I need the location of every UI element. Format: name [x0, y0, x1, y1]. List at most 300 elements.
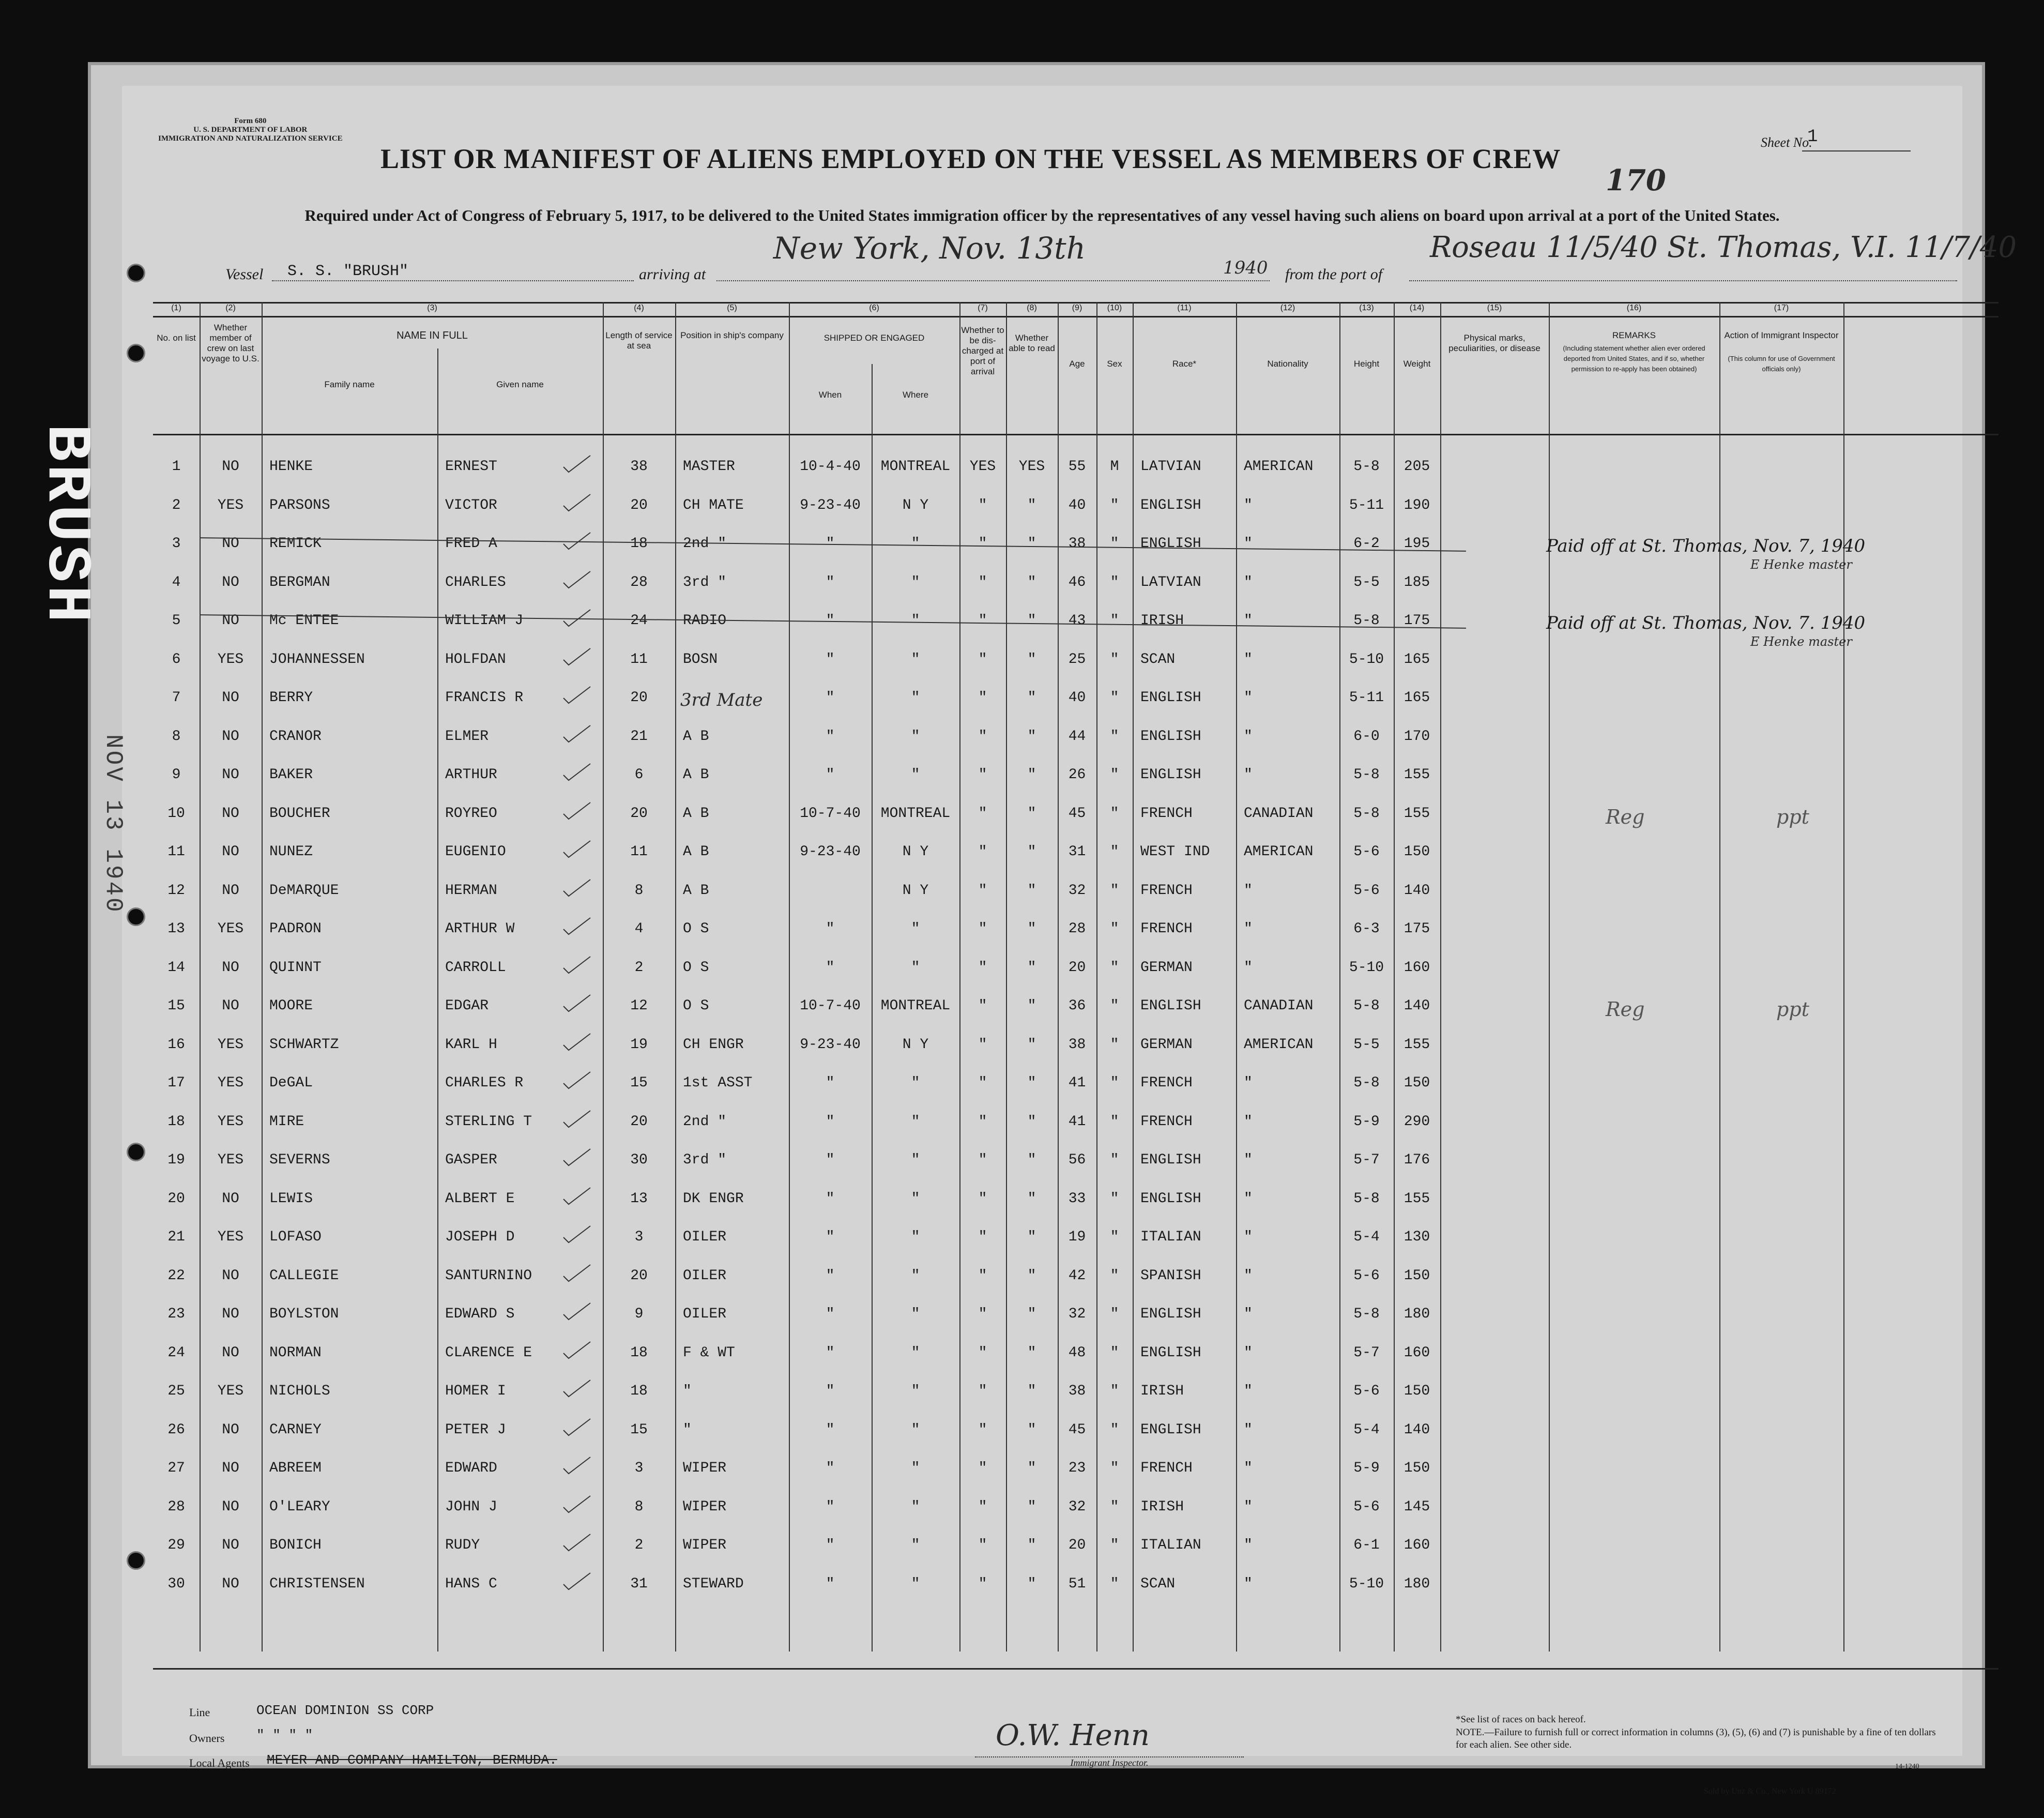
cell-age: 23 — [1068, 1460, 1086, 1476]
cell-height: 5-10 — [1349, 651, 1384, 668]
column-number: (1) — [171, 304, 181, 312]
cell-position: OILER — [683, 1306, 727, 1322]
cell-age: 45 — [1068, 805, 1086, 822]
cell-no: 9 — [172, 767, 181, 783]
cell-read: " — [1027, 574, 1036, 590]
cell-nat: " — [1244, 1344, 1253, 1361]
cell-family: O'LEARY — [269, 1498, 330, 1515]
cell-service: 30 — [630, 1152, 648, 1168]
cell-given: VICTOR — [445, 497, 497, 513]
cell-age: 40 — [1068, 690, 1086, 706]
cell-read: " — [1027, 613, 1036, 629]
cell-height: 5-7 — [1353, 1152, 1380, 1168]
cell-height: 6-2 — [1353, 536, 1380, 552]
printer-credit: Sold by Unz & Co., New York U 89172 — [1704, 1787, 1836, 1796]
cell-member: NO — [222, 574, 239, 590]
cell-no: 13 — [167, 921, 185, 937]
binding-hole — [127, 907, 145, 926]
cell-given: ROYREO — [445, 805, 497, 822]
cell-height: 5-5 — [1353, 1036, 1380, 1053]
column-number: (7) — [978, 304, 988, 312]
cell-family: BOYLSTON — [269, 1306, 339, 1322]
cell-member: YES — [217, 651, 244, 668]
cell-when: " — [826, 1306, 835, 1322]
cell-height: 5-11 — [1349, 497, 1384, 513]
print-code: 14-1240 — [1895, 1763, 1919, 1770]
column-number: (12) — [1280, 304, 1295, 312]
sheet-no-underline — [1802, 150, 1911, 152]
cell-age: 44 — [1068, 728, 1086, 745]
cell-no: 12 — [167, 882, 185, 899]
cell-no: 2 — [172, 497, 181, 513]
cell-weight: 150 — [1404, 1460, 1430, 1476]
cell-family: MIRE — [269, 1113, 304, 1130]
cell-given: FRANCIS R — [445, 690, 524, 706]
table-row — [153, 1528, 1999, 1566]
inspector-signature: O.W. Henn — [996, 1719, 1150, 1752]
inspector-label: Immigrant Inspector. — [975, 1756, 1244, 1768]
cell-service: 18 — [630, 536, 648, 552]
cell-height: 5-10 — [1349, 959, 1384, 976]
cell-family: NICHOLS — [269, 1383, 330, 1399]
cell-given: HANS C — [445, 1575, 497, 1592]
cell-given: ALBERT E — [445, 1190, 515, 1207]
cell-nat: " — [1244, 728, 1253, 745]
line-label: Line — [189, 1706, 210, 1719]
cell-service: 20 — [630, 497, 648, 513]
cell-position: A B — [683, 767, 709, 783]
cell-no: 8 — [172, 728, 181, 745]
cell-disch: " — [978, 1575, 987, 1592]
cell-family: CHRISTENSEN — [269, 1575, 365, 1592]
cell-disch: " — [978, 690, 987, 706]
header-shipped-engaged: SHIPPED OR ENGAGED — [823, 333, 925, 343]
cell-nat: " — [1244, 1537, 1253, 1553]
cell-sex: " — [1110, 536, 1119, 552]
table-row — [153, 449, 1999, 488]
cell-weight: 150 — [1404, 1383, 1430, 1399]
cell-given: HOMER I — [445, 1383, 506, 1399]
form-identifier — [158, 117, 343, 143]
cell-when: 10-7-40 — [800, 998, 861, 1014]
cell-given: CHARLES R — [445, 1075, 524, 1091]
cell-weight: 150 — [1404, 844, 1430, 860]
cell-race: FRENCH — [1140, 1460, 1193, 1476]
table-row — [153, 488, 1999, 526]
cell-age: 41 — [1068, 1075, 1086, 1091]
cell-sex: " — [1110, 1306, 1119, 1322]
cell-family: SCHWARTZ — [269, 1036, 339, 1053]
cell-when: " — [826, 1152, 835, 1168]
cell-family: DeGAL — [269, 1075, 313, 1091]
table-row — [153, 950, 1999, 989]
check-mark-icon — [561, 1532, 592, 1558]
cell-weight: 140 — [1404, 882, 1430, 899]
cell-given: ARTHUR — [445, 767, 497, 783]
cell-weight: 176 — [1404, 1152, 1430, 1168]
cell-no: 1 — [172, 459, 181, 475]
header-where: Where — [902, 390, 929, 400]
cell-member: YES — [217, 1113, 244, 1130]
cell-when: " — [826, 1421, 835, 1438]
cell-member: NO — [222, 613, 239, 629]
cell-family: Mc ENTEE — [269, 613, 339, 629]
cell-height: 6-0 — [1353, 728, 1380, 745]
cell-age: 26 — [1068, 767, 1086, 783]
cell-race: ENGLISH — [1140, 536, 1201, 552]
cell-given: EDWARD S — [445, 1306, 515, 1322]
cell-read: " — [1027, 805, 1036, 822]
cell-where: MONTREAL — [880, 459, 951, 475]
table-row — [153, 642, 1999, 680]
cell-age: 55 — [1068, 459, 1086, 475]
cell-service: 20 — [630, 805, 648, 822]
cell-service: 20 — [630, 690, 648, 706]
cell-service: 13 — [630, 1190, 648, 1207]
cell-where: " — [911, 1344, 920, 1361]
cell-when: " — [826, 1537, 835, 1553]
table-row — [153, 1336, 1999, 1374]
cell-race: WEST IND — [1140, 844, 1210, 860]
cell-sex: " — [1110, 1498, 1119, 1515]
cell-family: NORMAN — [269, 1344, 322, 1361]
cell-no: 20 — [167, 1190, 185, 1207]
manifest-title: LIST OR MANIFEST OF ALIENS EMPLOYED ON THE VESSEL AS MEMBERS OF CREW — [380, 143, 1561, 174]
cell-nat: " — [1244, 1152, 1253, 1168]
table-row — [153, 680, 1999, 719]
table-row — [153, 1567, 1999, 1605]
cell-weight: 155 — [1404, 805, 1430, 822]
column-number: (10) — [1107, 304, 1122, 312]
cell-member: NO — [222, 1267, 239, 1284]
cell-member: YES — [217, 1075, 244, 1091]
cell-member: NO — [222, 882, 239, 899]
cell-race: SPANISH — [1140, 1267, 1201, 1284]
check-mark-icon — [561, 531, 592, 556]
header-remarks: REMARKS — [1612, 330, 1656, 340]
cell-where: " — [911, 959, 920, 976]
cell-where: " — [911, 767, 920, 783]
cell-service: 20 — [630, 1267, 648, 1284]
agents-label: Local Agents — [189, 1756, 250, 1769]
cell-where: N Y — [902, 1036, 929, 1053]
column-number: (8) — [1027, 304, 1037, 312]
from-port: Roseau 11/5/40 St. Thomas, V.I. 11/7/40 — [1430, 231, 2017, 264]
cell-family: BONICH — [269, 1537, 322, 1553]
cell-nat: " — [1244, 1267, 1253, 1284]
cell-weight: 195 — [1404, 536, 1430, 552]
column-number: (15) — [1487, 304, 1502, 312]
arriving-port: New York, Nov. 13th — [773, 231, 1086, 266]
cell-where: " — [911, 921, 920, 937]
cell-nat: " — [1244, 767, 1253, 783]
cell-height: 5-6 — [1353, 1498, 1380, 1515]
cell-age: 19 — [1068, 1229, 1086, 1245]
check-mark-icon — [561, 1301, 592, 1327]
header-position: Position in ship's company — [680, 330, 784, 340]
department-name: U. S. DEPARTMENT OF LABOR — [193, 126, 308, 134]
column-number: (3) — [427, 304, 437, 312]
vessel-label: Vessel — [225, 266, 264, 283]
cell-service: 28 — [630, 574, 648, 590]
cell-no: 30 — [167, 1575, 185, 1592]
check-mark-icon — [561, 1224, 592, 1250]
cell-where: N Y — [902, 844, 929, 860]
cell-no: 27 — [167, 1460, 185, 1476]
cell-position: WIPER — [683, 1537, 727, 1553]
cell-no: 15 — [167, 998, 185, 1014]
manifest-footer — [153, 1668, 1999, 1773]
check-mark-icon — [561, 1455, 592, 1481]
cell-race: ENGLISH — [1140, 1152, 1201, 1168]
cell-position: 2nd " — [683, 536, 727, 552]
table-header-bottom-border — [153, 434, 1999, 435]
cell-height: 5-9 — [1353, 1113, 1380, 1130]
cell-read: " — [1027, 728, 1036, 745]
cell-disch: " — [978, 882, 987, 899]
cell-sex: " — [1110, 844, 1119, 860]
cell-sex: " — [1110, 1383, 1119, 1399]
cell-family: BERRY — [269, 690, 313, 706]
cell-when: " — [826, 728, 835, 745]
cell-weight: 165 — [1404, 651, 1430, 668]
cell-disch: " — [978, 613, 987, 629]
cell-family: LEWIS — [269, 1190, 313, 1207]
cell-when: " — [826, 536, 835, 552]
cell-weight: 165 — [1404, 690, 1430, 706]
cell-given: KARL H — [445, 1036, 497, 1053]
cell-height: 5-8 — [1353, 1306, 1380, 1322]
cell-when: " — [826, 1498, 835, 1515]
cell-nat: " — [1244, 1306, 1253, 1322]
cell-member: NO — [222, 767, 239, 783]
cell-race: ITALIAN — [1140, 1229, 1201, 1245]
cell-given: EDGAR — [445, 998, 489, 1014]
cell-given: ARTHUR W — [445, 921, 515, 937]
cell-no: 10 — [167, 805, 185, 822]
cell-age: 43 — [1068, 613, 1086, 629]
cell-read: " — [1027, 998, 1036, 1014]
table-row — [153, 1413, 1999, 1451]
cell-weight: 160 — [1404, 1537, 1430, 1553]
table-row — [153, 1220, 1999, 1258]
column-number: (14) — [1409, 304, 1425, 312]
cell-race: FRENCH — [1140, 882, 1193, 899]
cell-nat: CANADIAN — [1244, 805, 1314, 822]
cell-service: 18 — [630, 1344, 648, 1361]
cell-age: 40 — [1068, 497, 1086, 513]
cell-service: 18 — [630, 1383, 648, 1399]
cell-where: " — [911, 1575, 920, 1592]
cell-nat: " — [1244, 1421, 1253, 1438]
column-number: (13) — [1359, 304, 1374, 312]
cell-age: 36 — [1068, 998, 1086, 1014]
cell-read: YES — [1018, 459, 1045, 475]
cell-remark: Paid off at St. Thomas, Nov. 7. 1940 — [1546, 613, 1866, 633]
table-row — [153, 835, 1999, 873]
binding-hole — [127, 1551, 145, 1570]
cell-position: RADIO — [683, 613, 727, 629]
header-nationality: Nationality — [1267, 359, 1308, 369]
cell-read: " — [1027, 1575, 1036, 1592]
header-discharged: Whether to be dis-charged at port of arrival — [961, 325, 1004, 376]
cell-read: " — [1027, 959, 1036, 976]
cell-read: " — [1027, 844, 1036, 860]
cell-read: " — [1027, 767, 1036, 783]
header-physical-marks: Physical marks, peculiarities, or disease — [1448, 333, 1540, 353]
cell-weight: 175 — [1404, 921, 1430, 937]
cell-age: 28 — [1068, 921, 1086, 937]
check-mark-icon — [561, 800, 592, 826]
cell-disch: " — [978, 1383, 987, 1399]
cell-family: CRANOR — [269, 728, 322, 745]
cell-given: CLARENCE E — [445, 1344, 532, 1361]
cell-sex: " — [1110, 959, 1119, 976]
column-number: (6) — [869, 304, 879, 312]
cell-read: " — [1027, 536, 1036, 552]
check-mark-icon — [561, 1147, 592, 1173]
vessel-line — [272, 280, 634, 281]
cell-family: QUINNT — [269, 959, 322, 976]
cell-remark: Reg — [1606, 998, 1645, 1021]
cell-member: NO — [222, 1344, 239, 1361]
cell-race: ENGLISH — [1140, 690, 1201, 706]
cell-where: " — [911, 613, 920, 629]
cell-when: " — [826, 1344, 835, 1361]
cell-weight: 190 — [1404, 497, 1430, 513]
cell-sex: " — [1110, 497, 1119, 513]
cell-when: " — [826, 1383, 835, 1399]
column-number: (16) — [1626, 304, 1642, 312]
cell-height: 5-8 — [1353, 613, 1380, 629]
cell-member: NO — [222, 959, 239, 976]
master-signature: E Henke master — [1750, 557, 1852, 572]
check-mark-icon — [561, 1417, 592, 1443]
cell-given: HOLFDAN — [445, 651, 506, 668]
cell-read: " — [1027, 1383, 1036, 1399]
cell-read: " — [1027, 1421, 1036, 1438]
cell-disch: " — [978, 536, 987, 552]
cell-sex: " — [1110, 921, 1119, 937]
cell-disch: " — [978, 1152, 987, 1168]
cell-height: 6-1 — [1353, 1537, 1380, 1553]
header-family-name: Family name — [324, 380, 375, 389]
cell-when: " — [826, 1460, 835, 1476]
cell-age: 56 — [1068, 1152, 1086, 1168]
cell-when: " — [826, 613, 835, 629]
check-mark-icon — [561, 685, 592, 710]
check-mark-icon — [561, 1032, 592, 1057]
cell-sex: " — [1110, 1229, 1119, 1245]
cell-member: NO — [222, 844, 239, 860]
cell-no: 29 — [167, 1537, 185, 1553]
cell-family: NUNEZ — [269, 844, 313, 860]
cell-when: " — [826, 767, 835, 783]
cell-given: EDWARD — [445, 1460, 497, 1476]
cell-member: YES — [217, 1383, 244, 1399]
cell-read: " — [1027, 690, 1036, 706]
check-mark-icon — [561, 723, 592, 749]
cell-where: " — [911, 574, 920, 590]
cell-race: FRENCH — [1140, 805, 1193, 822]
cell-read: " — [1027, 1036, 1036, 1053]
cell-family: SEVERNS — [269, 1152, 330, 1168]
cell-weight: 140 — [1404, 998, 1430, 1014]
cell-where: " — [911, 1267, 920, 1284]
penalty-note: NOTE.—Failure to furnish full or correct information in columns (3), (5), (6) and (7) is punishable by a fine of ten dollars for each alien. See other side. — [1456, 1727, 1936, 1750]
cell-nat: AMERICAN — [1244, 459, 1314, 475]
cell-disch: " — [978, 497, 987, 513]
table-row — [153, 603, 1999, 649]
cell-position: CH MATE — [683, 497, 744, 513]
cell-no: 21 — [167, 1229, 185, 1245]
cell-no: 28 — [167, 1498, 185, 1515]
cell-position: A B — [683, 882, 709, 899]
cell-nat: " — [1244, 651, 1253, 668]
cell-where: " — [911, 1498, 920, 1515]
cell-height: 5-6 — [1353, 1383, 1380, 1399]
header-sex: Sex — [1107, 359, 1122, 369]
cell-weight: 140 — [1404, 1421, 1430, 1438]
cell-where: " — [911, 536, 920, 552]
cell-race: ENGLISH — [1140, 1306, 1201, 1322]
cell-race: IRISH — [1140, 1383, 1184, 1399]
cell-family: JOHANNESSEN — [269, 651, 365, 668]
cell-height: 5-8 — [1353, 998, 1380, 1014]
cell-remark: Reg — [1606, 805, 1645, 828]
cell-nat: " — [1244, 959, 1253, 976]
table-row — [153, 1374, 1999, 1412]
cell-height: 5-11 — [1349, 690, 1384, 706]
cell-height: 5-4 — [1353, 1421, 1380, 1438]
date-stamp: NOV 13 1940 — [100, 734, 127, 914]
cell-service: 8 — [634, 1498, 644, 1515]
check-mark-icon — [561, 1109, 592, 1134]
cell-family: REMICK — [269, 536, 322, 552]
table-row — [153, 796, 1999, 835]
cell-given: ERNEST — [445, 459, 497, 475]
cell-race: IRISH — [1140, 613, 1184, 629]
header-height: Height — [1353, 359, 1380, 369]
cell-age: 33 — [1068, 1190, 1086, 1207]
cell-disch: " — [978, 1460, 987, 1476]
cell-nat: " — [1244, 690, 1253, 706]
cell-weight: 155 — [1404, 767, 1430, 783]
cell-when: " — [826, 1190, 835, 1207]
cell-no: 6 — [172, 651, 181, 668]
cell-where: " — [911, 1190, 920, 1207]
cell-race: FRENCH — [1140, 1075, 1193, 1091]
cell-remark: Paid off at St. Thomas, Nov. 7, 1940 — [1546, 536, 1866, 556]
master-signature: E Henke master — [1750, 634, 1852, 649]
cell-sex: " — [1110, 1152, 1119, 1168]
check-mark-icon — [561, 492, 592, 518]
table-row — [153, 1181, 1999, 1220]
table-row — [153, 1451, 1999, 1489]
manifest-subtitle: Required under Act of Congress of February 5, 1917, to be delivered to the United States immigration officer by the representatives of any vessel having such aliens on board upon arrival at a port of the United States. — [304, 206, 1780, 224]
cell-given: JOHN J — [445, 1498, 497, 1515]
check-mark-icon — [561, 1340, 592, 1366]
cell-nat: AMERICAN — [1244, 844, 1314, 860]
cell-sex: " — [1110, 651, 1119, 668]
stamp-number: 170 — [1606, 163, 1666, 198]
cell-disch: " — [978, 767, 987, 783]
check-mark-icon — [561, 1378, 592, 1404]
cell-height: 5-9 — [1353, 1460, 1380, 1476]
cell-disch: " — [978, 1113, 987, 1130]
cell-service: 3 — [634, 1460, 644, 1476]
check-mark-icon — [561, 993, 592, 1019]
